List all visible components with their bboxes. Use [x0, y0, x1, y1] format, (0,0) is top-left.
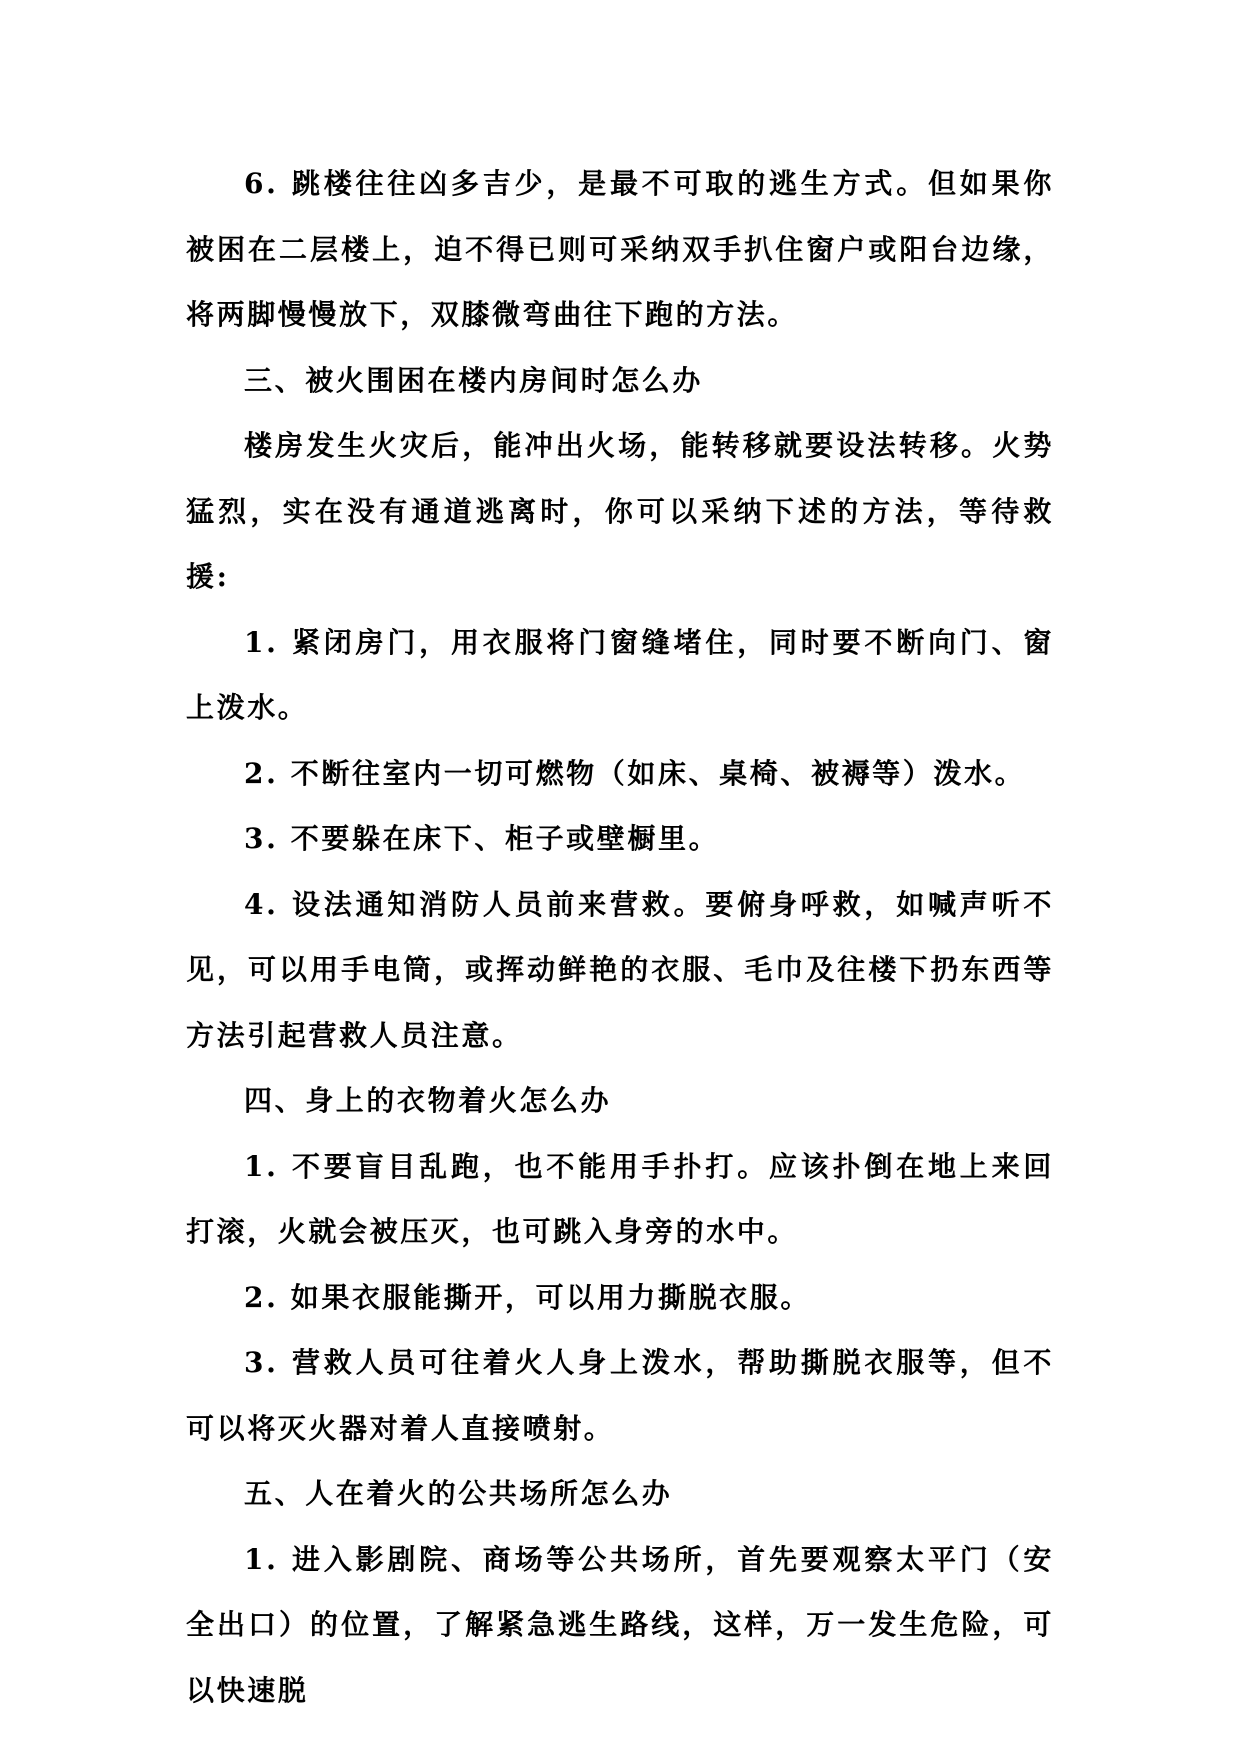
heading-clothes-on-fire: 四、身上的衣物着火怎么办: [244, 1084, 612, 1117]
paragraph-splash-combustibles: 2. 不断往室内一切可燃物（如床、桌椅、被褥等）泼水。: [244, 756, 1026, 790]
heading-trapped-in-room: 三、被火围困在楼内房间时怎么办: [244, 363, 704, 397]
document-body: [186, 151, 1054, 1723]
paragraph-notify-firefighters: 4. 设法通知消防人员前来营救。要俯身呼救，如喊声听不见，可以用手电筒，或挥动鲜艳的衣服、毛巾及往楼下扔东西等方法引起营救人员注意。: [186, 887, 1054, 1052]
paragraph-rescuers-splash-water: 3. 营救人员可往着火人身上泼水，帮助撕脱衣服等，但不可以将灭火器对着人直接喷射。: [186, 1346, 1054, 1445]
paragraph-tear-off-clothes: 2. 如果衣服能撕开，可以用力撕脱衣服。: [244, 1280, 811, 1314]
paragraph-jumping-from-building: 6. 跳楼往往凶多吉少，是最不可取的逃生方式。但如果你被困在二层楼上，迫不得已则可采纳双手扒住窗户或阳台边缘，将两脚慢慢放下，双膝微弯曲往下跑的方法。: [186, 167, 1054, 331]
heading-public-place-fire: 五、人在着火的公共场所怎么办: [244, 1477, 673, 1510]
paragraph-building-fire-intro: 楼房发生火灾后，能冲出火场，能转移就要设法转移。火势猛烈，实在没有通道逃离时，你可以采纳下述的方法，等待救援:: [186, 429, 1054, 593]
paragraph-close-door: 1. 紧闭房门，用衣服将门窗缝堵住，同时要不断向门、窗上泼水。: [186, 625, 1054, 724]
paragraph-do-not-hide: 3. 不要躲在床下、柜子或壁橱里。: [244, 822, 720, 855]
paragraph-observe-exits: 1. 进入影剧院、商场等公共场所，首先要观察太平门（安全出口）的位置，了解紧急逃生路线，这样，万一发生危险，可以快速脱: [186, 1542, 1054, 1707]
paragraph-roll-on-ground: 1. 不要盲目乱跑，也不能用手扑打。应该扑倒在地上来回打滚，火就会被压灭，也可跳入身旁的水中。: [186, 1149, 1054, 1248]
